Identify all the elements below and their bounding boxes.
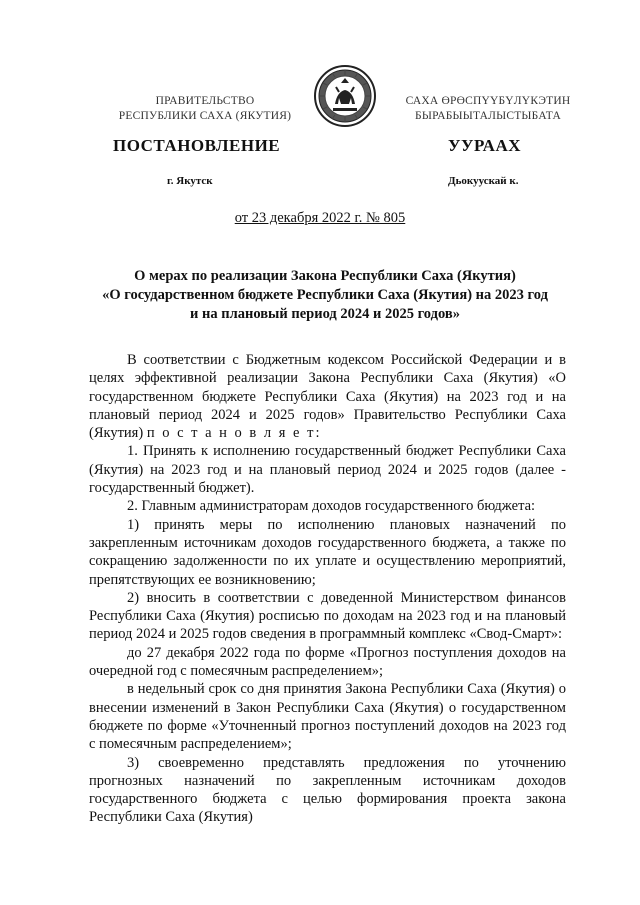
paragraph-text: В соответствии с Бюджетным кодексом Российской Федерации и в целях эффективной реализации Закона Республики Саха (Якутия) «О государственном бюджете Республики Саха (Якутия) на 2023 год и на плановый период 2024 и 2025 годов» Правительство Республики Саха (Якутия) bbox=[89, 352, 566, 442]
org-name-line: РЕСПУБЛИКИ САХА (ЯКУТИЯ) bbox=[118, 110, 292, 122]
city-sakha: Дьокуускай к. bbox=[448, 175, 519, 187]
paragraph: 1) принять меры по исполнению плановых назначений по закрепленным источникам доходов государственного бюджета, а также по сокращению задолженности по их уплате и осуществлению мероприятий, препятствующих ее возникновению; bbox=[89, 516, 566, 588]
title-line: и на плановый период 2024 и 2025 годов» bbox=[190, 306, 460, 322]
paragraph: 2) вносить в соответствии с доведенной Министерством финансов Республики Саха (Якутия) росписью по доходам на 2023 год и на плановый период 2024 и 2025 годов сведения в программный комплекс «Свод-Смарт»: bbox=[89, 589, 566, 643]
org-name-russian bbox=[100, 94, 310, 124]
paragraph: в недельный срок со дня принятия Закона Республики Саха (Якутия) о внесении изменений в Закон Республики Саха (Якутия) о государственном бюджете по форме «Уточненный прогноз поступлений доходов на 2023 год с помесячным распределением»; bbox=[89, 681, 566, 753]
city-russian: г. Якутск bbox=[167, 175, 213, 187]
document-title bbox=[85, 267, 565, 324]
document-body bbox=[89, 351, 566, 827]
sakha-coat-of-arms-icon bbox=[313, 64, 377, 128]
date-and-number bbox=[0, 210, 640, 227]
date-number-text: от 23 декабря 2022 г. № 805 bbox=[234, 210, 406, 226]
title-line: О мерах по реализации Закона Республики Саха (Якутия) bbox=[134, 268, 516, 284]
title-line: «О государственном бюджете Республики Саха (Якутия) на 2023 год bbox=[102, 287, 548, 303]
doctype-sakha: УУРААХ bbox=[448, 136, 521, 155]
org-name-line: БЫРАБЫЫТАЛЫСТЫБАТА bbox=[415, 110, 561, 122]
paragraph-preamble bbox=[89, 351, 566, 442]
paragraph: 2. Главным администраторам доходов государственного бюджета: bbox=[127, 498, 536, 515]
org-name-line: ПРАВИТЕЛЬСТВО bbox=[155, 95, 255, 107]
org-name-line: САХА ӨРӨСПҮҮБҮЛҮКЭТИН bbox=[405, 95, 571, 107]
paragraph: 3) своевременно представлять предложения по уточнению прогнозных назначений по закрепленным источникам доходов государственного бюджета с целью формирования проекта закона Республики Саха (Якутия) bbox=[89, 754, 566, 826]
paragraph: до 27 декабря 2022 года по форме «Прогноз поступления доходов на очередной год с помесячным распределением»; bbox=[89, 644, 566, 680]
org-name-sakha bbox=[388, 94, 588, 124]
paragraph: 1. Принять к исполнению государственный бюджет Республики Саха (Якутия) на 2023 год и на плановый период 2024 и 2025 годов (далее - государственный бюджет). bbox=[89, 443, 566, 497]
resolves-word: п о с т а н о в л я е т: bbox=[146, 425, 322, 442]
doctype-russian: ПОСТАНОВЛЕНИЕ bbox=[113, 136, 281, 155]
